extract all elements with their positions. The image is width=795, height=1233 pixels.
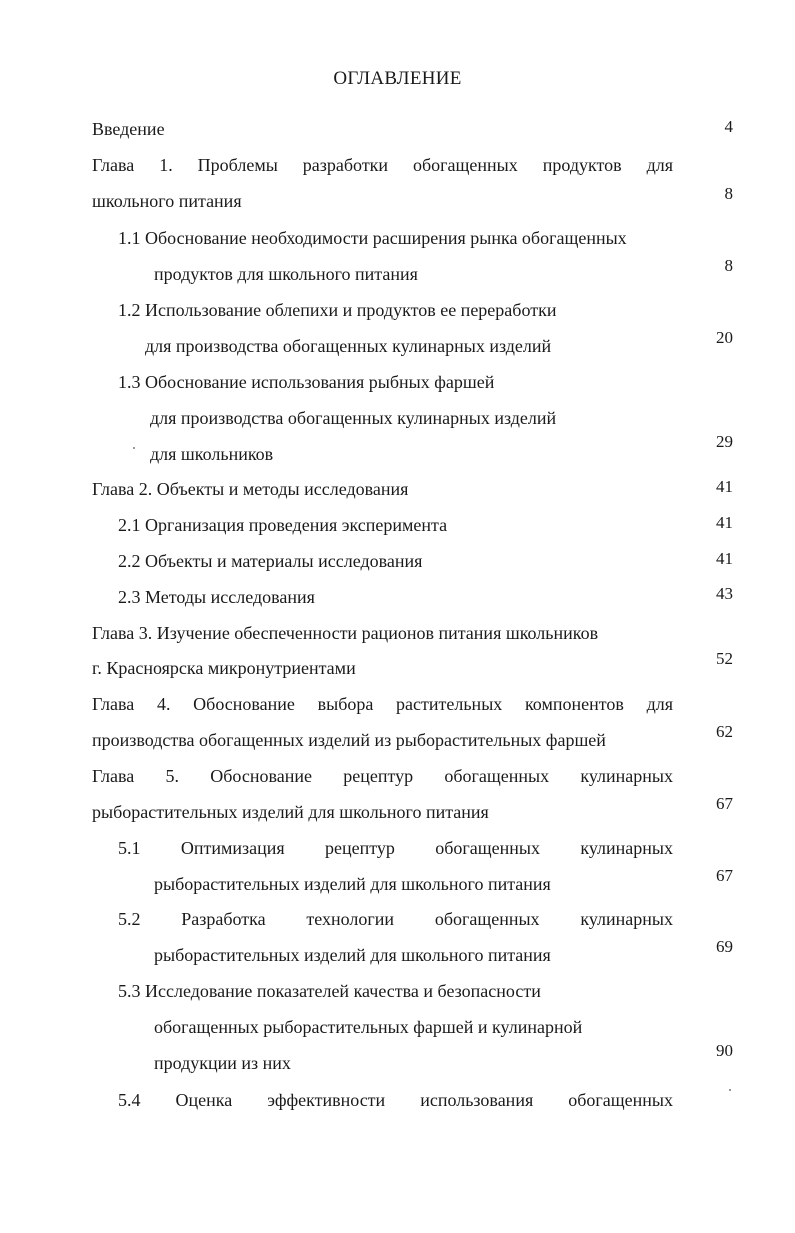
scan-speck [133, 447, 135, 449]
toc-page-number: 69 [716, 937, 733, 956]
toc-entry-section-5-3: 5.3 Исследование показателей качества и безопасности [118, 981, 541, 1001]
toc-page-number: 41 [716, 513, 733, 532]
toc-entry-chapter-1: Глава 1. Проблемы разработки обогащенных продуктов для [92, 155, 673, 175]
toc-entry-section-5-2-cont: рыборастительных изделий для школьного питания [154, 945, 551, 965]
toc-page-number: 52 [716, 649, 733, 668]
toc-entry-section-5-1-cont: рыборастительных изделий для школьного питания [154, 874, 551, 894]
toc-page-number: 29 [716, 432, 733, 451]
toc-entry-chapter-4-cont: производства обогащенных изделий из рыборастительных фаршей [92, 730, 606, 750]
scan-speck [729, 1089, 731, 1091]
toc-entry-section-1-3: 1.3 Обоснование использования рыбных фаршей [118, 372, 495, 392]
toc-entry-chapter-5: Глава 5. Обоснование рецептур обогащенных кулинарных [92, 766, 673, 786]
toc-entry-chapter-3-cont: г. Красноярска микронутриентами [92, 658, 356, 678]
toc-page-number: 20 [716, 328, 733, 347]
toc-entry-chapter-4: Глава 4. Обоснование выбора растительных компонентов для [92, 694, 673, 714]
toc-page-number: 4 [724, 117, 733, 136]
toc-entry-section-1-2-cont: для производства обогащенных кулинарных изделий [145, 336, 552, 356]
toc-entry-intro: Введение [92, 119, 165, 139]
page-title: ОГЛАВЛЕНИЕ [333, 68, 462, 89]
toc-page-number: 67 [716, 794, 733, 813]
toc-entry-section-5-4: 5.4 Оценка эффективности использования обогащенных [118, 1090, 673, 1110]
toc-page-number: 43 [716, 584, 733, 603]
toc-page-number: 41 [716, 477, 733, 496]
toc-entry-section-2-1: 2.1 Организация проведения эксперимента [118, 515, 448, 535]
toc-entry-section-2-3: 2.3 Методы исследования [118, 587, 315, 607]
toc-entry-chapter-3: Глава 3. Изучение обеспеченности рационов питания школьников [92, 623, 599, 643]
toc-page-number: 8 [724, 256, 733, 275]
toc-entry-section-1-3-cont: для производства обогащенных кулинарных изделий [150, 408, 557, 428]
toc-entry-section-5-3-cont: обогащенных рыборастительных фаршей и кулинарной [154, 1017, 583, 1037]
toc-entry-section-5-1: 5.1 Оптимизация рецептур обогащенных кулинарных [118, 838, 673, 858]
toc-entry-section-1-1: 1.1 Обоснование необходимости расширения рынка обогащенных [118, 228, 627, 248]
toc-entry-section-5-2: 5.2 Разработка технологии обогащенных кулинарных [118, 909, 673, 929]
toc-entry-section-1-3-cont: для школьников [150, 444, 274, 464]
toc-entry-section-2-2: 2.2 Объекты и материалы исследования [118, 551, 423, 571]
toc-entry-chapter-2: Глава 2. Объекты и методы исследования [92, 479, 409, 499]
toc-entry-section-5-3-cont: продукции из них [154, 1053, 291, 1073]
toc-page-number: 8 [724, 184, 733, 203]
toc-entry-section-1-2: 1.2 Использование облепихи и продуктов ее переработки [118, 300, 557, 320]
toc-page-number: 90 [716, 1041, 733, 1060]
toc-page-number: 67 [716, 866, 733, 885]
toc-entry-chapter-1-cont: школьного питания [92, 191, 242, 211]
toc-page-number: 62 [716, 722, 733, 741]
toc-entry-section-1-1-cont: продуктов для школьного питания [154, 264, 418, 284]
toc-page-number: 41 [716, 549, 733, 568]
toc-entry-chapter-5-cont: рыборастительных изделий для школьного питания [92, 802, 489, 822]
